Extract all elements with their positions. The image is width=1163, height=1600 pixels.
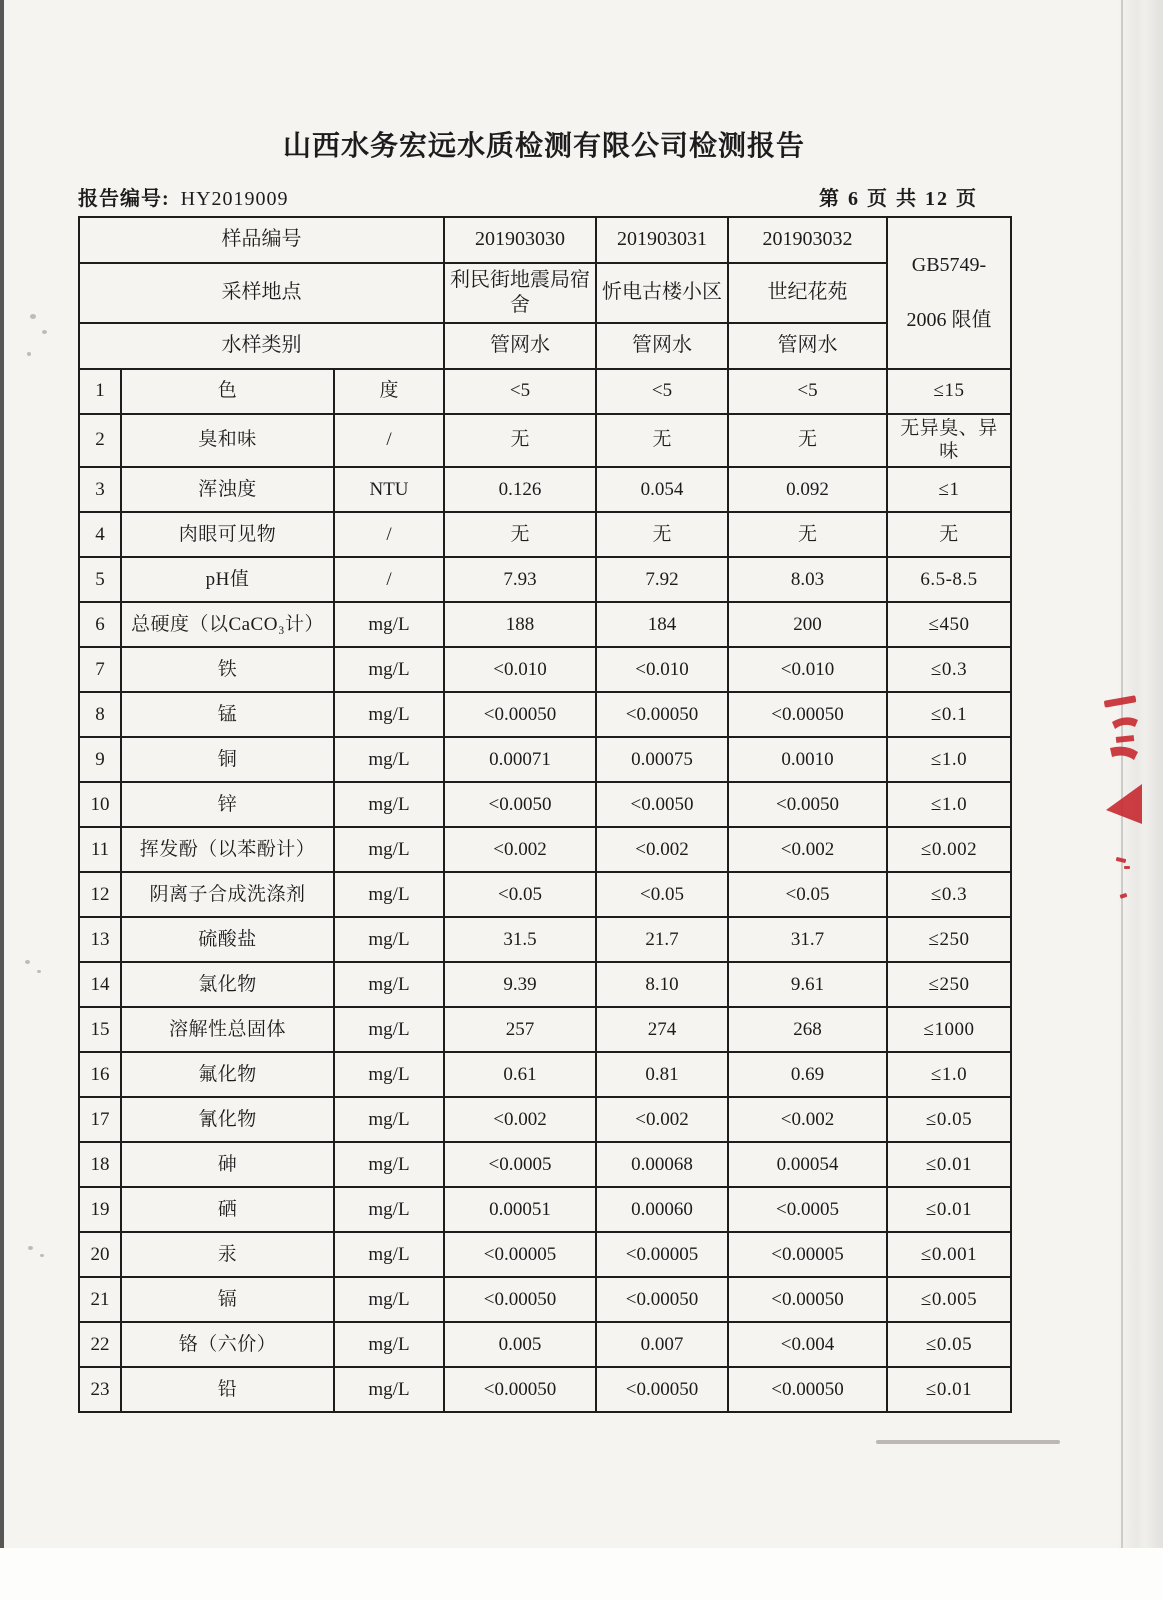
sample1-value: 0.61 — [444, 1052, 596, 1097]
sample3-value: <0.002 — [728, 1097, 887, 1142]
sample3-value: <0.002 — [728, 827, 887, 872]
table-row — [79, 557, 1011, 602]
dust-speck — [27, 352, 31, 356]
sample2-value: 无 — [596, 512, 728, 557]
sample1-value: 0.00051 — [444, 1187, 596, 1232]
table-row — [79, 647, 1011, 692]
parameter-unit: mg/L — [334, 1007, 444, 1052]
limit-value: ≤1.0 — [887, 1052, 1011, 1097]
limit-standard-header — [887, 217, 1011, 369]
parameter-unit: mg/L — [334, 1322, 444, 1367]
sample2-value: 0.00068 — [596, 1142, 728, 1187]
page-bottom-shadow — [876, 1440, 1060, 1444]
parameter-name: 肉眼可见物 — [121, 512, 334, 557]
table-row — [79, 1277, 1011, 1322]
dust-speck — [40, 1254, 44, 1257]
parameter-unit: / — [334, 557, 444, 602]
sample2-value: 无 — [596, 414, 728, 468]
row-index: 12 — [79, 872, 121, 917]
parameter-name: 铁 — [121, 647, 334, 692]
table-row — [79, 1187, 1011, 1232]
parameter-name: 总硬度（以CaCO₃计） — [121, 602, 334, 647]
table-row — [79, 917, 1011, 962]
sample1-value: <0.05 — [444, 872, 596, 917]
sample2-value: <5 — [596, 369, 728, 414]
parameter-unit: mg/L — [334, 782, 444, 827]
sample3-value: <0.00050 — [728, 692, 887, 737]
parameter-unit: NTU — [334, 467, 444, 512]
sample3-value: <0.00005 — [728, 1232, 887, 1277]
row-index: 10 — [79, 782, 121, 827]
table-row — [79, 602, 1011, 647]
sample3-value: 0.092 — [728, 467, 887, 512]
report-number-value: HY2019009 — [180, 187, 289, 210]
results-table-body — [79, 217, 1011, 1413]
sample1-value: 0.126 — [444, 467, 596, 512]
sample1-value: 257 — [444, 1007, 596, 1052]
sample1-value: <5 — [444, 369, 596, 414]
limit-value: ≤0.05 — [887, 1097, 1011, 1142]
sample1-value: 9.39 — [444, 962, 596, 1007]
sample1-value: <0.0050 — [444, 782, 596, 827]
sample2-value: <0.00005 — [596, 1232, 728, 1277]
table-row — [79, 1232, 1011, 1277]
sample2-value: <0.05 — [596, 872, 728, 917]
sample1-value: <0.00050 — [444, 1277, 596, 1322]
parameter-name: 氯化物 — [121, 962, 334, 1007]
parameter-unit: mg/L — [334, 917, 444, 962]
sample3-value: 无 — [728, 512, 887, 557]
sample1-value: <0.002 — [444, 827, 596, 872]
type-3: 管网水 — [728, 323, 887, 369]
report-meta-row — [78, 188, 1010, 210]
sample1-value: <0.00005 — [444, 1232, 596, 1277]
parameter-name: 铅 — [121, 1367, 334, 1412]
sample1-value: 31.5 — [444, 917, 596, 962]
sample-no-1: 201903030 — [444, 217, 596, 263]
limit-value: ≤1000 — [887, 1007, 1011, 1052]
header-row-sample-no — [79, 217, 1011, 263]
parameter-unit: / — [334, 512, 444, 557]
limit-standard-line1: GB5749- — [911, 253, 987, 276]
sample3-value: <0.05 — [728, 872, 887, 917]
limit-value: ≤450 — [887, 602, 1011, 647]
parameter-name: 氰化物 — [121, 1097, 334, 1142]
page-indicator: 第 6 页 共 12 页 — [819, 187, 978, 210]
sample2-value: 8.10 — [596, 962, 728, 1007]
sample3-value: 无 — [728, 414, 887, 468]
parameter-unit: mg/L — [334, 872, 444, 917]
limit-value: ≤0.01 — [887, 1142, 1011, 1187]
parameter-name: 铜 — [121, 737, 334, 782]
row-index: 3 — [79, 467, 121, 512]
sample3-value: 268 — [728, 1007, 887, 1052]
scanner-background — [0, 1548, 1163, 1600]
parameter-unit: mg/L — [334, 1367, 444, 1412]
sample3-value: <0.004 — [728, 1322, 887, 1367]
row-index: 11 — [79, 827, 121, 872]
sample3-value: 200 — [728, 602, 887, 647]
limit-value: ≤1.0 — [887, 737, 1011, 782]
limit-value: ≤0.005 — [887, 1277, 1011, 1322]
sample3-value: <0.010 — [728, 647, 887, 692]
parameter-name: 硒 — [121, 1187, 334, 1232]
limit-value: ≤0.002 — [887, 827, 1011, 872]
row-index: 18 — [79, 1142, 121, 1187]
header-row-type — [79, 323, 1011, 369]
parameter-name: 臭和味 — [121, 414, 334, 468]
table-row — [79, 369, 1011, 414]
sample1-value: <0.002 — [444, 1097, 596, 1142]
row-index: 8 — [79, 692, 121, 737]
sample2-value: 274 — [596, 1007, 728, 1052]
row-index: 2 — [79, 414, 121, 468]
sample1-value: 0.00071 — [444, 737, 596, 782]
limit-value: ≤15 — [887, 369, 1011, 414]
table-row — [79, 1142, 1011, 1187]
sample1-value: <0.00050 — [444, 692, 596, 737]
parameter-name: 砷 — [121, 1142, 334, 1187]
parameter-name: 汞 — [121, 1232, 334, 1277]
table-row — [79, 872, 1011, 917]
report-number — [78, 188, 289, 210]
sample3-value: <5 — [728, 369, 887, 414]
row-index: 16 — [79, 1052, 121, 1097]
sample2-value: 7.92 — [596, 557, 728, 602]
parameter-unit: mg/L — [334, 737, 444, 782]
row-index: 15 — [79, 1007, 121, 1052]
sample2-value: <0.00050 — [596, 1277, 728, 1322]
row-index: 7 — [79, 647, 121, 692]
table-row — [79, 1097, 1011, 1142]
parameter-unit: mg/L — [334, 1187, 444, 1232]
parameter-name: pH值 — [121, 557, 334, 602]
sample2-value: 21.7 — [596, 917, 728, 962]
limit-value: ≤0.05 — [887, 1322, 1011, 1367]
sample3-value: <0.0005 — [728, 1187, 887, 1232]
parameter-name: 色 — [121, 369, 334, 414]
limit-value: ≤0.01 — [887, 1367, 1011, 1412]
table-row — [79, 467, 1011, 512]
location-1: 利民街地震局宿舍 — [444, 263, 596, 323]
table-row — [79, 512, 1011, 557]
parameter-unit: mg/L — [334, 1277, 444, 1322]
row-index: 13 — [79, 917, 121, 962]
sample2-value: <0.002 — [596, 827, 728, 872]
row-index: 20 — [79, 1232, 121, 1277]
parameter-name: 镉 — [121, 1277, 334, 1322]
table-row — [79, 692, 1011, 737]
sample-no-label: 样品编号 — [79, 217, 444, 263]
sample1-value: 无 — [444, 414, 596, 468]
parameter-unit: mg/L — [334, 647, 444, 692]
table-row — [79, 737, 1011, 782]
sample1-value: 无 — [444, 512, 596, 557]
sample2-value: <0.0050 — [596, 782, 728, 827]
sample1-value: 188 — [444, 602, 596, 647]
sample3-value: 31.7 — [728, 917, 887, 962]
parameter-unit: mg/L — [334, 827, 444, 872]
type-1: 管网水 — [444, 323, 596, 369]
sample2-value: <0.002 — [596, 1097, 728, 1142]
limit-value: ≤250 — [887, 917, 1011, 962]
dust-speck — [37, 970, 41, 973]
parameter-name: 铬（六价） — [121, 1322, 334, 1367]
limit-value: ≤0.3 — [887, 647, 1011, 692]
sample3-value: 0.0010 — [728, 737, 887, 782]
results-table — [78, 216, 1012, 1414]
parameter-name: 浑浊度 — [121, 467, 334, 512]
location-3: 世纪花苑 — [728, 263, 887, 323]
dust-speck — [25, 960, 30, 964]
report-number-label: 报告编号: — [78, 187, 170, 210]
row-index: 1 — [79, 369, 121, 414]
limit-value: 无 — [887, 512, 1011, 557]
dust-speck — [28, 1246, 33, 1250]
sample2-value: 184 — [596, 602, 728, 647]
sample2-value: 0.007 — [596, 1322, 728, 1367]
report-content — [78, 0, 1010, 1413]
row-index: 6 — [79, 602, 121, 647]
sample1-value: <0.0005 — [444, 1142, 596, 1187]
sample3-value: <0.00050 — [728, 1277, 887, 1322]
sample-no-2: 201903031 — [596, 217, 728, 263]
sample2-value: <0.00050 — [596, 692, 728, 737]
sample1-value: 0.005 — [444, 1322, 596, 1367]
table-row — [79, 1322, 1011, 1367]
sample3-value: <0.00050 — [728, 1367, 887, 1412]
sample2-value: 0.00075 — [596, 737, 728, 782]
row-index: 19 — [79, 1187, 121, 1232]
parameter-name: 氟化物 — [121, 1052, 334, 1097]
sample2-value: 0.00060 — [596, 1187, 728, 1232]
row-index: 14 — [79, 962, 121, 1007]
sample3-value: <0.0050 — [728, 782, 887, 827]
limit-value: ≤0.01 — [887, 1187, 1011, 1232]
parameter-name: 硫酸盐 — [121, 917, 334, 962]
parameter-unit: mg/L — [334, 962, 444, 1007]
parameter-unit: mg/L — [334, 1232, 444, 1277]
limit-standard-line2: 2006 限值 — [906, 308, 992, 331]
dust-speck — [30, 314, 36, 319]
limit-value: ≤1.0 — [887, 782, 1011, 827]
table-row — [79, 782, 1011, 827]
table-row — [79, 1007, 1011, 1052]
sample-no-3: 201903032 — [728, 217, 887, 263]
limit-value: ≤1 — [887, 467, 1011, 512]
type-2: 管网水 — [596, 323, 728, 369]
type-label: 水样类别 — [79, 323, 444, 369]
table-row — [79, 827, 1011, 872]
row-index: 5 — [79, 557, 121, 602]
row-index: 21 — [79, 1277, 121, 1322]
sample2-value: <0.010 — [596, 647, 728, 692]
parameter-name: 挥发酚（以苯酚计） — [121, 827, 334, 872]
table-row — [79, 1052, 1011, 1097]
parameter-name: 溶解性总固体 — [121, 1007, 334, 1052]
limit-value: ≤250 — [887, 962, 1011, 1007]
header-row-location — [79, 263, 1011, 323]
table-row — [79, 962, 1011, 1007]
row-index: 4 — [79, 512, 121, 557]
parameter-unit: / — [334, 414, 444, 468]
report-title: 山西水务宏远水质检测有限公司检测报告 — [282, 131, 805, 162]
row-index: 22 — [79, 1322, 121, 1367]
table-row — [79, 414, 1011, 468]
row-index: 9 — [79, 737, 121, 782]
sample1-value: 7.93 — [444, 557, 596, 602]
sample3-value: 9.61 — [728, 962, 887, 1007]
location-2: 忻电古楼小区 — [596, 263, 728, 323]
row-index: 17 — [79, 1097, 121, 1142]
parameter-unit: mg/L — [334, 1097, 444, 1142]
sample1-value: <0.010 — [444, 647, 596, 692]
sample2-value: 0.054 — [596, 467, 728, 512]
location-label: 采样地点 — [79, 263, 444, 323]
parameter-name: 阴离子合成洗涤剂 — [121, 872, 334, 917]
red-stamp-fragment — [1082, 688, 1156, 928]
limit-value: 无异臭、异味 — [887, 414, 1011, 468]
parameter-unit: 度 — [334, 369, 444, 414]
sample2-value: <0.00050 — [596, 1367, 728, 1412]
limit-value: ≤0.001 — [887, 1232, 1011, 1277]
parameter-name: 锰 — [121, 692, 334, 737]
limit-value: 6.5-8.5 — [887, 557, 1011, 602]
limit-value: ≤0.1 — [887, 692, 1011, 737]
sample3-value: 0.69 — [728, 1052, 887, 1097]
sample2-value: 0.81 — [596, 1052, 728, 1097]
scan-left-edge — [0, 0, 4, 1600]
sample1-value: <0.00050 — [444, 1367, 596, 1412]
parameter-unit: mg/L — [334, 1142, 444, 1187]
parameter-unit: mg/L — [334, 1052, 444, 1097]
table-row — [79, 1367, 1011, 1412]
limit-value: ≤0.3 — [887, 872, 1011, 917]
parameter-unit: mg/L — [334, 602, 444, 647]
row-index: 23 — [79, 1367, 121, 1412]
sample3-value: 8.03 — [728, 557, 887, 602]
sample3-value: 0.00054 — [728, 1142, 887, 1187]
parameter-name: 锌 — [121, 782, 334, 827]
dust-speck — [42, 330, 47, 334]
parameter-unit: mg/L — [334, 692, 444, 737]
